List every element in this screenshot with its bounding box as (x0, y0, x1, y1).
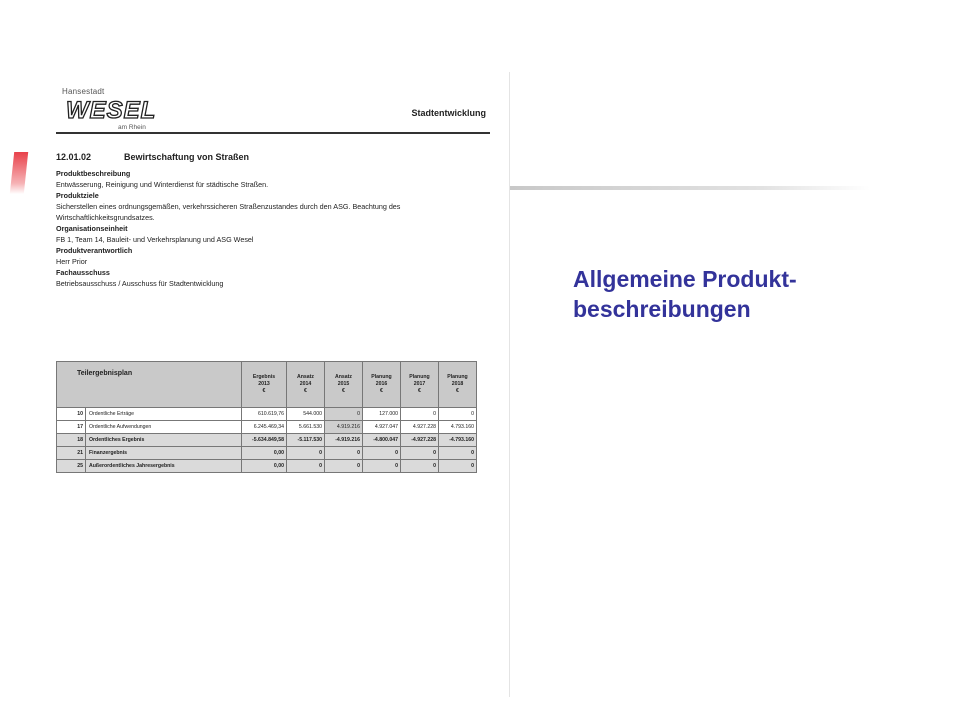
table-row (57, 460, 477, 473)
section-label: Produktziele (56, 191, 99, 200)
section-text: Betriebsausschuss / Ausschuss für Stadtentwicklung (56, 279, 224, 288)
table-row (57, 408, 477, 421)
cell-value: -4.793.160 (439, 434, 477, 447)
cell-value: -5.634.849,58 (242, 434, 287, 447)
section-label: Produktverantwortlich (56, 246, 133, 255)
column-header: Ansatz 2014 € (287, 362, 325, 408)
row-number: 18 (57, 434, 86, 447)
slide-title-line: beschreibungen (573, 296, 751, 322)
slide-title-line: Allgemeine Produkt- (573, 266, 797, 292)
column-header: Planung 2017 € (401, 362, 439, 408)
cell-value: 610.619,76 (242, 408, 287, 421)
cell-value: 4.927.047 (363, 421, 401, 434)
cell-value: 5.661.530 (287, 421, 325, 434)
row-label: Ordentliche Aufwendungen (86, 421, 242, 434)
cell-value: 0 (439, 460, 477, 473)
cell-value: -4.927.228 (401, 434, 439, 447)
result-plan-table (56, 361, 477, 473)
product-heading (56, 152, 492, 162)
cell-value: -4.919.216 (325, 434, 363, 447)
cell-value: 544.000 (287, 408, 325, 421)
row-number: 10 (57, 408, 86, 421)
row-number: 21 (57, 447, 86, 460)
cell-value: 0 (401, 447, 439, 460)
product-name: Bewirtschaftung von Straßen (124, 152, 250, 162)
column-header: Planung 2018 € (439, 362, 477, 408)
table-row (57, 421, 477, 434)
department-label: Stadtentwicklung (411, 108, 486, 118)
table-header-row (57, 362, 477, 408)
cell-value: 0 (363, 447, 401, 460)
column-header: Ansatz 2015 € (325, 362, 363, 408)
cell-value: 127.000 (363, 408, 401, 421)
cell-value: 0 (325, 408, 363, 421)
row-label: Finanzergebnis (86, 447, 242, 460)
section-label: Fachausschuss (56, 268, 110, 277)
cell-value: 0,00 (242, 447, 287, 460)
cell-value: 6.245.469,34 (242, 421, 287, 434)
cell-value: 0 (363, 460, 401, 473)
cell-value: 4.919.216 (325, 421, 363, 434)
cell-value: 0 (325, 447, 363, 460)
section-text: Entwässerung, Reinigung und Winterdienst für städtische Straßen. (56, 180, 269, 189)
cell-value: 4.793.160 (439, 421, 477, 434)
cell-value: 0 (401, 408, 439, 421)
cell-value: 0 (439, 408, 477, 421)
section-text: Sicherstellen eines ordnungsgemäßen, verkehrssicheren Straßenzustandes durch den ASG. Beachtung des Wirtschaftlichkeitsgrundsatzes. (56, 202, 401, 222)
wesel-logo: Hansestadt WESEL am Rhein (62, 87, 157, 131)
cell-value: 0,00 (242, 460, 287, 473)
row-label: Außerordentliches Jahresergebnis (86, 460, 242, 473)
section-label: Produktbeschreibung (56, 169, 131, 178)
section-text: Herr Prior (56, 257, 88, 266)
table-title: Teilergebnisplan (57, 362, 242, 408)
column-header: Ergebnis 2013 € (242, 362, 287, 408)
section-list (56, 168, 492, 289)
row-label: Ordentliche Erträge (86, 408, 242, 421)
document-header (56, 84, 492, 134)
horizontal-divider (510, 186, 870, 190)
vertical-divider (509, 72, 510, 697)
cell-value: -4.800.047 (363, 434, 401, 447)
document-page (56, 84, 492, 469)
column-header: Planung 2016 € (363, 362, 401, 408)
section-label: Organisationseinheit (56, 224, 128, 233)
product-number: 12.01.02 (56, 152, 92, 162)
slide-title (573, 264, 873, 324)
row-number: 17 (57, 421, 86, 434)
cell-value: 0 (439, 447, 477, 460)
table-row (57, 447, 477, 460)
cell-value: -5.117.530 (287, 434, 325, 447)
cell-value: 0 (287, 460, 325, 473)
row-number: 25 (57, 460, 86, 473)
table-row (57, 434, 477, 447)
header-rule (56, 132, 490, 134)
cell-value: 0 (325, 460, 363, 473)
row-label: Ordentliches Ergebnis (86, 434, 242, 447)
cell-value: 0 (401, 460, 439, 473)
cell-value: 4.927.228 (401, 421, 439, 434)
section-text: FB 1, Team 14, Bauleit- und Verkehrsplanung und ASG Wesel (56, 235, 254, 244)
cell-value: 0 (287, 447, 325, 460)
red-accent-bar (10, 152, 28, 194)
